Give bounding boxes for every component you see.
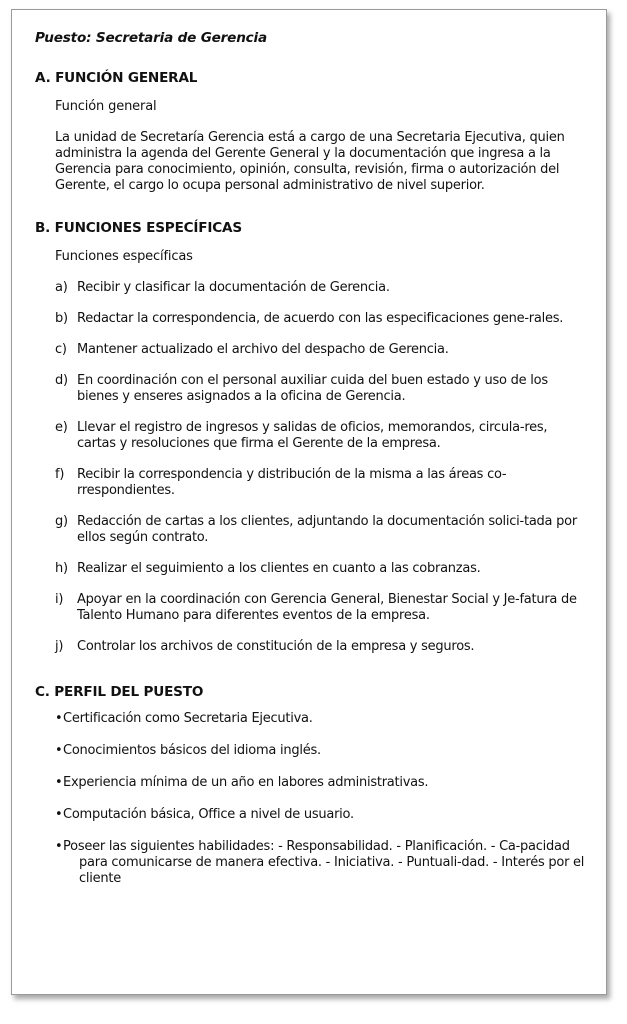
list-item-text: Recibir la correspondencia y distribución de la misma a las áreas co-rrespondientes. <box>77 467 507 498</box>
specific-functions-list <box>55 280 590 655</box>
bullet-icon: • <box>55 807 63 822</box>
bullet-icon: • <box>55 743 63 758</box>
document-page <box>11 9 607 995</box>
list-item <box>55 592 590 624</box>
list-item <box>55 807 590 823</box>
list-item-marker: j) <box>55 639 64 654</box>
list-item-marker: e) <box>55 420 68 435</box>
list-item-marker: i) <box>55 592 64 607</box>
list-item-text: Controlar los archivos de constitución de la empresa y seguros. <box>77 639 475 654</box>
list-item-text: Conocimientos básicos del idioma inglés. <box>63 743 321 758</box>
section-a-paragraph: La unidad de Secretaría Gerencia está a cargo de una Secretaria Ejecutiva, quien administra la agenda del Gerente General y la documentación que ingresa a la Gerencia para conocimiento, opinión, consulta, revisión, firma o autorización del Gerente, el cargo lo ocupa personal administrativo de nivel superior. <box>55 130 565 193</box>
list-item-text: Poseer las siguientes habilidades: - Responsabilidad. - Planificación. - Ca-pacidad para comunicarse de manera efectiva. - Iniciativa. - Puntuali-dad. - Interés por el cliente <box>63 839 585 886</box>
list-item <box>55 280 590 296</box>
list-item <box>55 639 590 655</box>
list-item-text: En coordinación con el personal auxiliar cuida del buen estado y uso de los bienes y enseres asignados a la oficina de Gerencia. <box>77 373 548 404</box>
bullet-icon: • <box>55 839 63 854</box>
list-item-marker: h) <box>55 561 68 576</box>
list-item <box>55 342 590 358</box>
list-item <box>55 311 590 327</box>
list-item <box>55 561 590 577</box>
section-b-heading: B. FUNCIONES ESPECÍFICAS <box>35 220 242 236</box>
list-item-text: Certificación como Secretaria Ejecutiva. <box>63 711 313 726</box>
list-item <box>55 775 590 791</box>
list-item <box>55 711 590 727</box>
list-item-text: Recibir y clasificar la documentación de Gerencia. <box>77 280 390 295</box>
list-item-marker: g) <box>55 514 68 529</box>
post-title: Puesto: Secretaria de Gerencia <box>35 30 267 46</box>
list-item-text: Computación básica, Office a nivel de usuario. <box>63 807 354 822</box>
list-item-marker: f) <box>55 467 65 482</box>
list-item-text: Experiencia mínima de un año en labores administrativas. <box>63 775 429 790</box>
section-c-heading: C. PERFIL DEL PUESTO <box>35 684 204 700</box>
list-item-marker: b) <box>55 311 68 326</box>
list-item <box>55 514 590 546</box>
list-item-marker: a) <box>55 280 68 295</box>
section-a-subtitle: Función general <box>55 99 157 114</box>
list-item-text: Llevar el registro de ingresos y salidas de oficios, memorandos, circula-res, cartas y resoluciones que firma el Gerente de la empresa. <box>77 420 548 451</box>
section-a-heading: A. FUNCIÓN GENERAL <box>35 70 198 86</box>
list-item <box>55 839 590 887</box>
list-item-marker: d) <box>55 373 68 388</box>
section-b-subtitle: Funciones específicas <box>55 249 193 264</box>
bullet-icon: • <box>55 775 63 790</box>
document-content <box>35 29 590 887</box>
list-item-marker: c) <box>55 342 67 357</box>
list-item-text: Mantener actualizado el archivo del despacho de Gerencia. <box>77 342 449 357</box>
list-item-text: Redactar la correspondencia, de acuerdo con las especificaciones gene-rales. <box>77 311 564 326</box>
list-item <box>55 373 590 405</box>
profile-requirements-list <box>55 711 590 887</box>
list-item-text: Apoyar en la coordinación con Gerencia General, Bienestar Social y Je-fatura de Talento Humano para diferentes eventos de la empresa. <box>77 592 577 623</box>
list-item-text: Redacción de cartas a los clientes, adjuntando la documentación solici-tada por ellos según contrato. <box>77 514 577 545</box>
bullet-icon: • <box>55 711 63 726</box>
list-item <box>55 743 590 759</box>
list-item <box>55 420 590 452</box>
list-item <box>55 467 590 499</box>
list-item-text: Realizar el seguimiento a los clientes en cuanto a las cobranzas. <box>77 561 481 576</box>
